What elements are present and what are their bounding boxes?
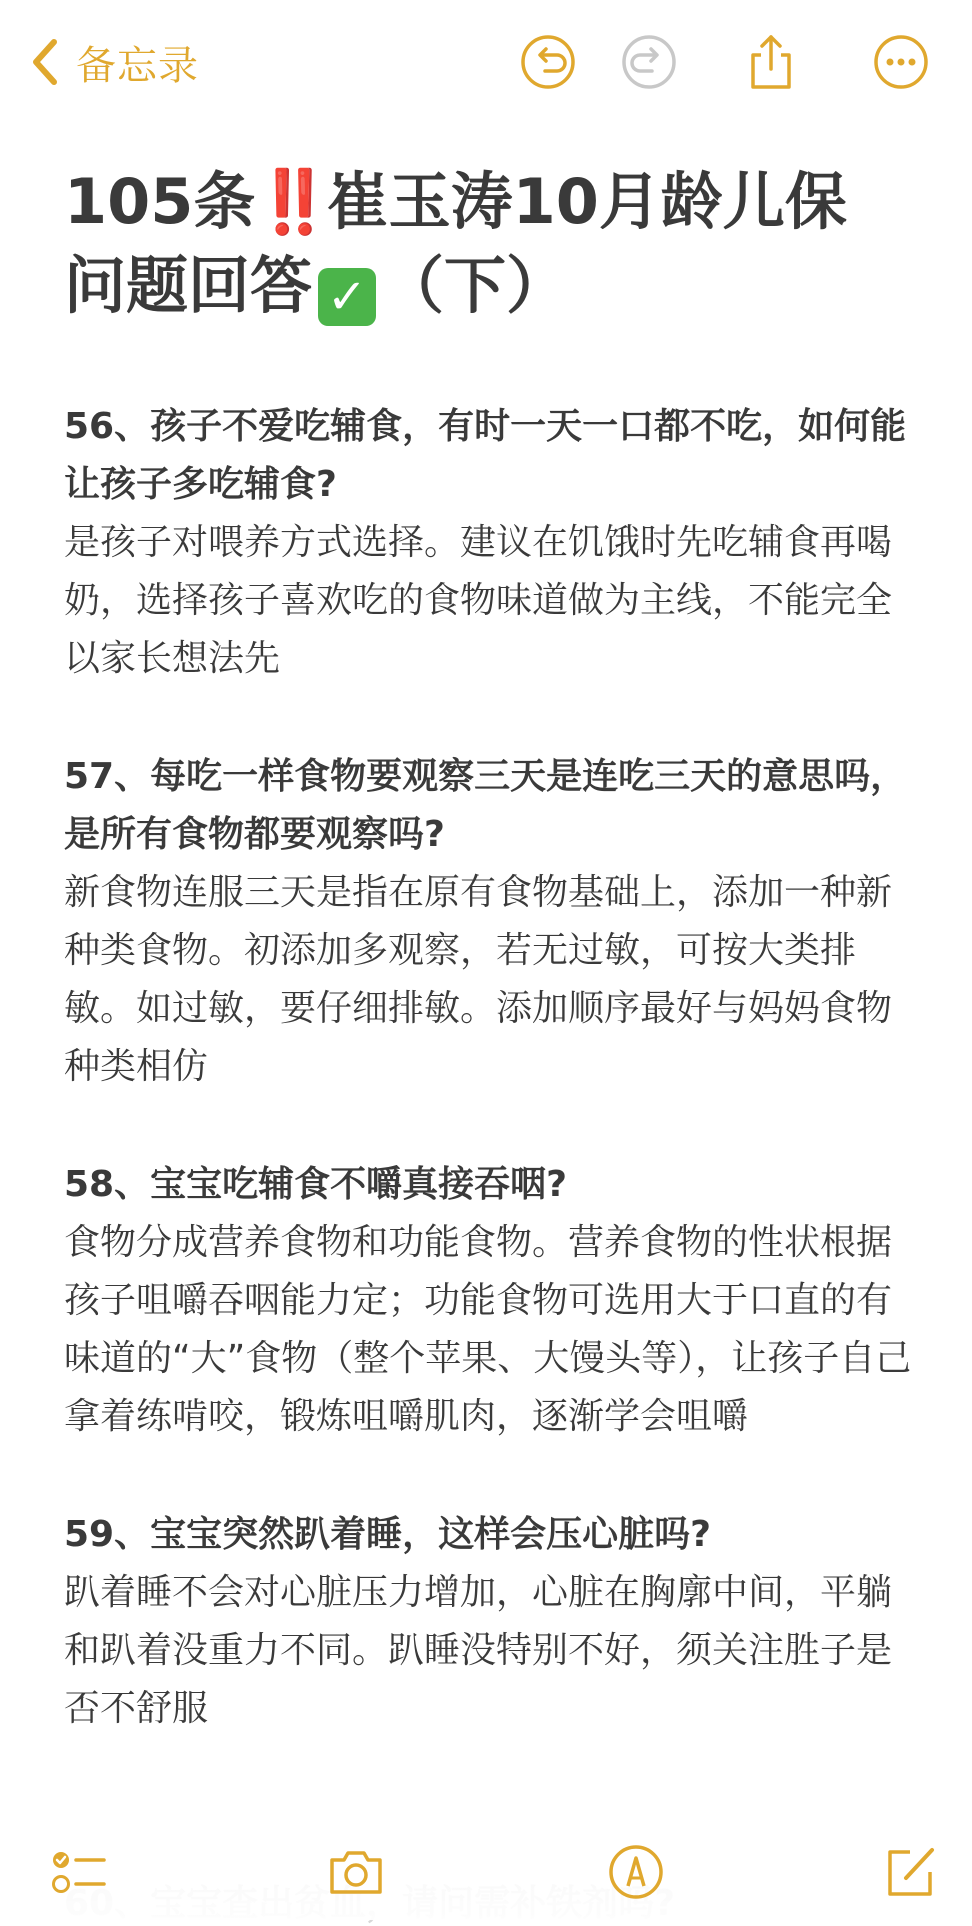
answer-text: 趴着睡不会对心脏压力增加，心脏在胸廓中间，平躺和趴着没重力不同。趴睡没特别不好，须关注胜子是否不舒服 (64, 1572, 893, 1729)
markup-pen-icon[interactable] (606, 1842, 666, 1902)
double-exclamation-icon: ‼️ (255, 165, 327, 238)
title-line2: 问题回答 (64, 249, 313, 322)
title-prefix: 105条 (64, 165, 256, 238)
title-suffix: （下） (382, 249, 569, 322)
note-body[interactable] (64, 398, 924, 1798)
question-text: 56、孩子不爱吃辅食，有时一天一口都不吃，如何能让孩子多吃辅食? (64, 406, 907, 505)
bottom-toolbar (0, 1820, 972, 1920)
title-line1-rest: 崔玉涛10月龄儿保 (326, 165, 847, 238)
qa-item (64, 1506, 924, 1738)
qa-item (64, 398, 924, 688)
note-title[interactable] (64, 160, 924, 328)
compose-icon[interactable] (880, 1842, 940, 1902)
back-label: 备忘录 (76, 42, 199, 89)
question-text: 57、每吃一样食物要观察三天是连吃三天的意思吗，是所有食物都要观察吗? (64, 756, 907, 855)
qa-item (64, 1156, 924, 1446)
qa-item (64, 748, 924, 1096)
question-text: 58、宝宝吃辅食不嚼真接吞咽? (64, 1164, 567, 1205)
undo-icon[interactable] (519, 33, 577, 91)
answer-text: 新食物连服三天是指在原有食物基础上，添加一种新种类食物。初添加多观察，若无过敏，可按大类排敏。如过敏，要仔细排敏。添加顺序最好与妈妈食物种类相仿 (64, 872, 893, 1087)
question-text: 59、宝宝突然趴着睡，这样会压心脏吗? (64, 1514, 711, 1555)
redo-icon[interactable] (620, 33, 678, 91)
back-button[interactable] (28, 34, 199, 90)
checklist-icon[interactable] (50, 1842, 110, 1902)
more-icon[interactable] (872, 33, 930, 91)
top-navigation-bar (0, 0, 972, 125)
chevron-left-icon (28, 34, 62, 90)
camera-icon[interactable] (326, 1842, 386, 1902)
answer-text: 是孩子对喂养方式选择。建议在饥饿时先吃辅食再喝奶，选择孩子喜欢吃的食物味道做为主线，不能完全以家长想法先 (64, 522, 893, 679)
answer-text: 食物分成营养食物和功能食物。营养食物的性状根据孩子咀嚼吞咽能力定；功能食物可选用大于口直的有味道的“大”食物（整个苹果、大馒头等），让孩子自己拿着练啃咬，锻炼咀嚼肌肉，逐渐学会咀嚼 (64, 1222, 912, 1437)
share-icon[interactable] (742, 33, 800, 91)
check-mark-icon: ✓ (318, 268, 376, 326)
